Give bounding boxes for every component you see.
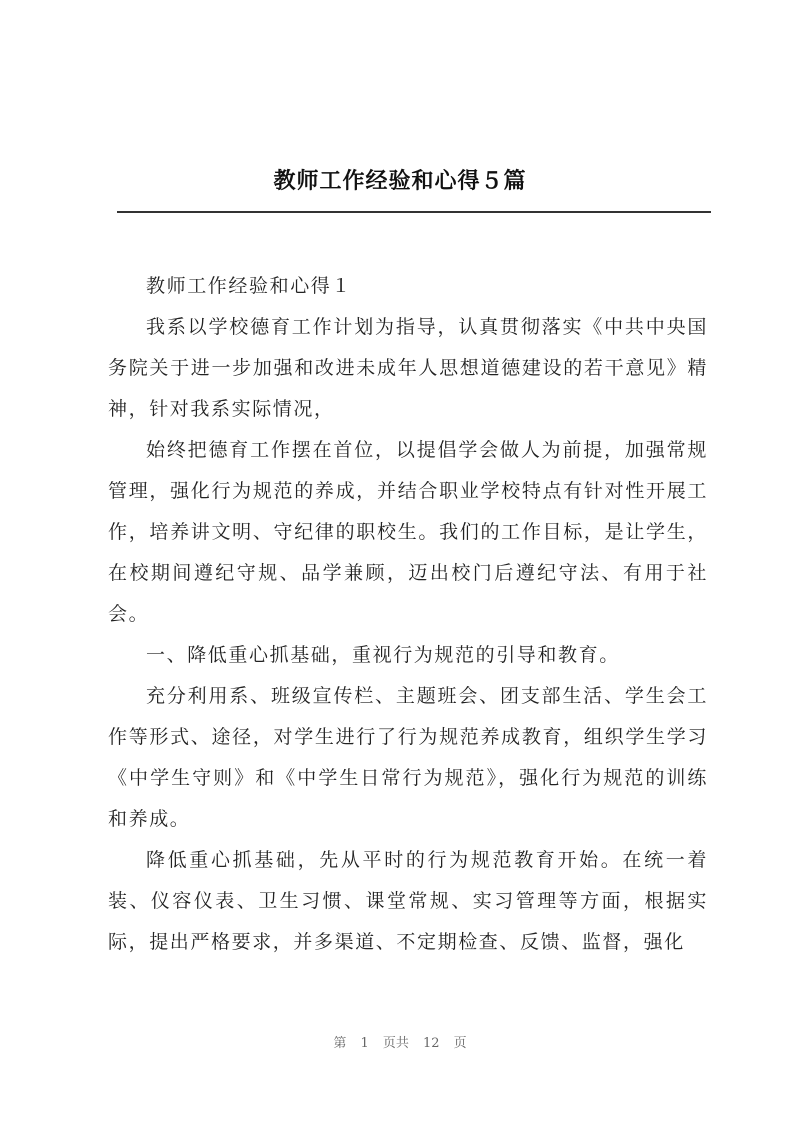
paragraph: 充分利用系、班级宣传栏、主题班会、团支部生活、学生会工作等形式、途径，对学生进行了行为规范养成教育，组织学生学习《中学生守则》和《中学生日常行为规范》，强化行为规范的训练和养成。 <box>108 685 708 830</box>
paragraph: 始终把德育工作摆在首位，以提倡学会做人为前提，加强常规管理，强化行为规范的养成，并结合职业学校特点有针对性开展工作，培养讲文明、守纪律的职校生。我们的工作目标，是让学生，在校期间遵纪守规、品学兼顾，迈出校门后遵纪守法、有用于社会。 <box>108 439 708 625</box>
paragraph-heading-1: 教师工作经验和心得１ <box>146 275 353 297</box>
title-divider <box>117 211 711 213</box>
page-number-footer: 第 1 页共 12 页 <box>333 1036 467 1051</box>
document-title: 教师工作经验和心得５篇 <box>273 168 527 194</box>
paragraph: 我系以学校德育工作计划为指导，认真贯彻落实《中共中央国务院关于进一步加强和改进未成年人思想道德建设的若干意见》精神，针对我系实际情况， <box>108 316 708 420</box>
paragraph: 降低重心抓基础，先从平时的行为规范教育开始。在统一着装、仪容仪表、卫生习惯、课堂常规、实习管理等方面，根据实际，提出严格要求，并多渠道、不定期检查、反馈、监督，强化 <box>108 849 708 953</box>
paragraph-section-heading: 一、降低重心抓基础，重视行为规范的引导和教育。 <box>146 644 620 666</box>
document-body <box>108 266 708 963</box>
